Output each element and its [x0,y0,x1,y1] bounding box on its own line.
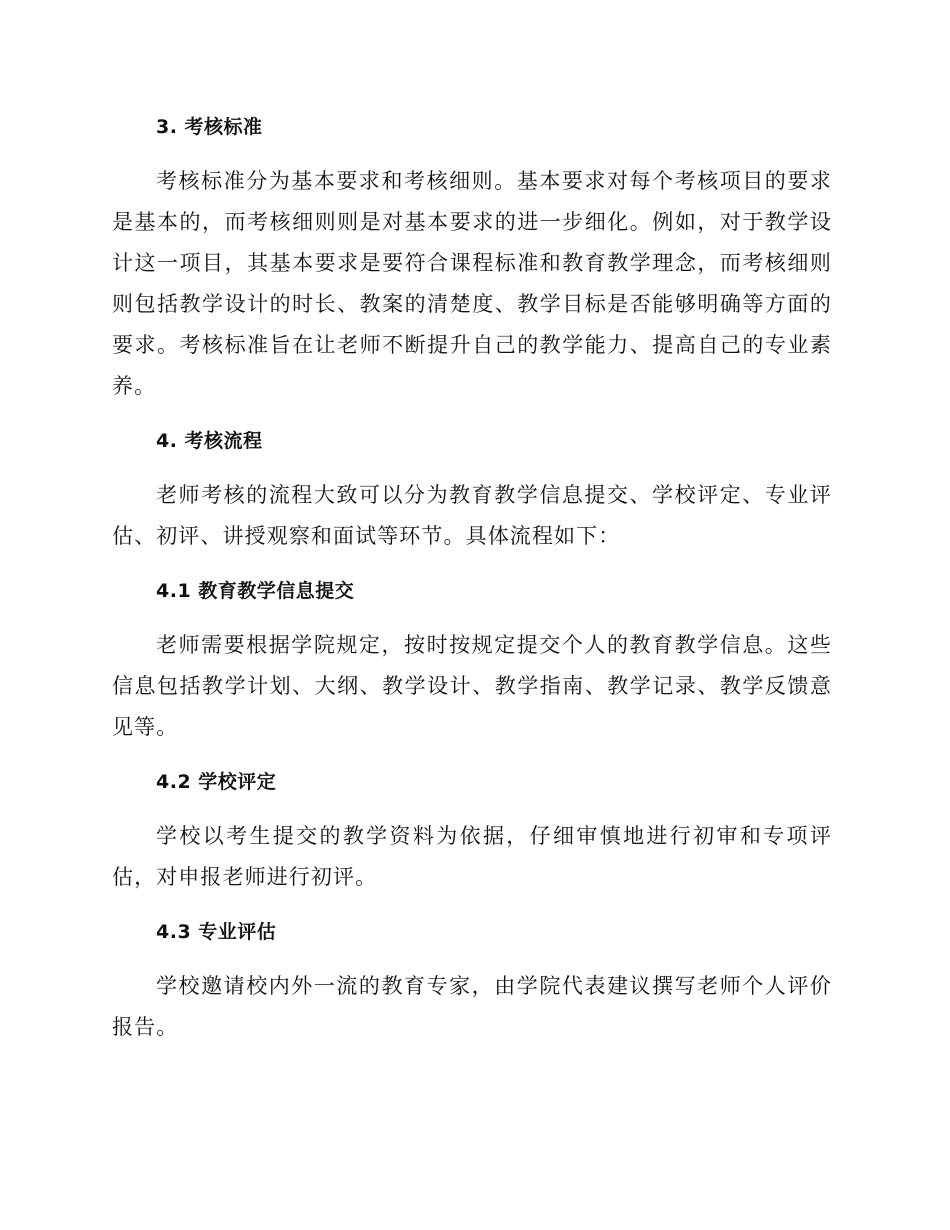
document-body [112,107,832,1048]
section-heading-4-3: 4.3 专业评估 [156,921,277,943]
section-paragraph-4-3: 学校邀请校内外一流的教育专家，由学院代表建议撰写老师个人评价报告。 [112,974,832,1039]
section-paragraph-4: 老师考核的流程大致可以分为教育教学信息提交、学校评定、专业评估、初评、讲授观察和面试等环节。具体流程如下： [112,483,832,548]
section-paragraph-3: 考核标准分为基本要求和考核细则。基本要求对每个考核项目的要求是基本的，而考核细则则是对基本要求的进一步细化。例如，对于教学设计这一项目，其基本要求是要符合课程标准和教育教学理念，而考核细则则包括教学设计的时长、教案的清楚度、教学目标是否能够明确等方面的要求。考核标准旨在让老师不断提升自己的教学能力、提高自己的专业素养。 [112,169,832,398]
section-heading-3: 3. 考核标准 [156,116,263,138]
section-paragraph-4-2: 学校以考生提交的教学资料为依据，仔细审慎地进行初审和专项评估，对申报老师进行初评。 [112,824,832,889]
section-paragraph-4-1: 老师需要根据学院规定，按时按规定提交个人的教育教学信息。这些信息包括教学计划、大纲、教学设计、教学指南、教学记录、教学反馈意见等。 [112,633,832,739]
section-heading-4: 4. 考核流程 [156,430,263,452]
section-heading-4-2: 4.2 学校评定 [156,771,277,793]
section-heading-4-1: 4.1 教育教学信息提交 [156,580,355,602]
